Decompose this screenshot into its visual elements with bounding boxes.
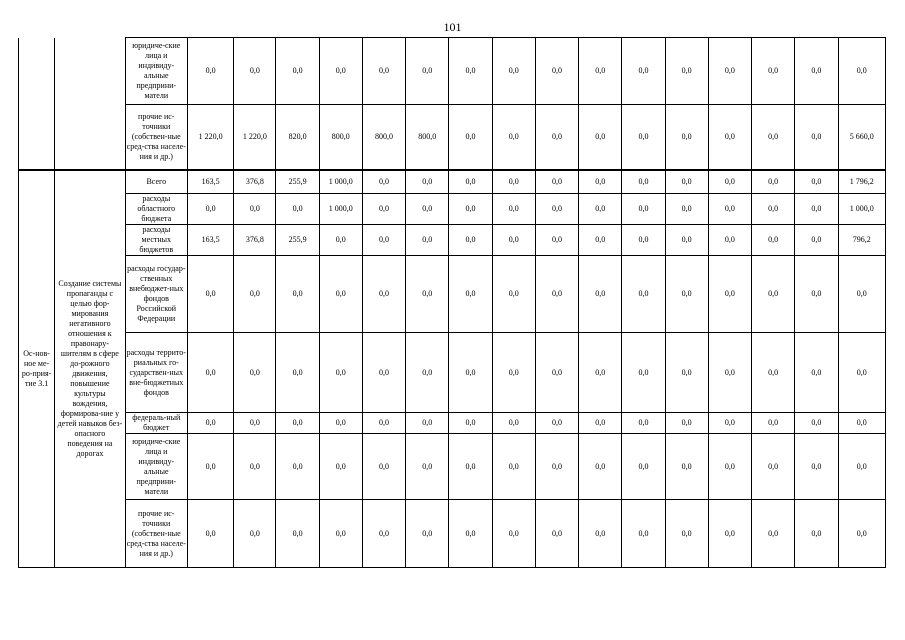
year-value-cell: 0,0 bbox=[449, 38, 492, 105]
year-value-cell: 0,0 bbox=[579, 434, 622, 500]
funding-source-cell: юридиче-ские лица и индивиду-альные предприни-матели bbox=[125, 38, 187, 105]
year-value-cell: 0,0 bbox=[406, 333, 449, 413]
year-value-cell: 0,0 bbox=[406, 256, 449, 333]
year-value-cell: 0,0 bbox=[579, 413, 622, 434]
year-value-cell: 0,0 bbox=[449, 500, 492, 568]
year-value-cell: 0,0 bbox=[579, 500, 622, 568]
funding-source-cell: прочие ис-точники (собствен-ные сред-ства населе-ния и др.) bbox=[125, 500, 187, 568]
year-value-cell: 0,0 bbox=[752, 170, 795, 194]
year-value-cell: 0,0 bbox=[708, 105, 751, 170]
event-code-cell bbox=[19, 38, 55, 170]
year-value-cell: 0,0 bbox=[449, 105, 492, 170]
year-value-cell: 0,0 bbox=[319, 413, 362, 434]
year-value-cell: 0,0 bbox=[665, 194, 708, 225]
year-value-cell: 0,0 bbox=[492, 434, 535, 500]
year-value-cell: 0,0 bbox=[622, 413, 665, 434]
year-value-cell: 0,0 bbox=[535, 333, 578, 413]
year-value-cell: 0,0 bbox=[795, 434, 838, 500]
year-value-cell: 800,0 bbox=[362, 105, 405, 170]
table-row bbox=[19, 225, 886, 256]
year-value-cell: 0,0 bbox=[449, 333, 492, 413]
year-value-cell: 0,0 bbox=[535, 256, 578, 333]
year-value-cell: 0,0 bbox=[406, 225, 449, 256]
budget-table bbox=[18, 37, 886, 568]
total-value-cell: 0,0 bbox=[838, 413, 886, 434]
table-row bbox=[19, 105, 886, 170]
year-value-cell: 0,0 bbox=[319, 434, 362, 500]
year-value-cell: 0,0 bbox=[708, 170, 751, 194]
year-value-cell: 0,0 bbox=[187, 413, 233, 434]
year-value-cell: 0,0 bbox=[276, 333, 319, 413]
year-value-cell: 0,0 bbox=[665, 256, 708, 333]
year-value-cell: 0,0 bbox=[535, 170, 578, 194]
table-row bbox=[19, 170, 886, 194]
year-value-cell: 0,0 bbox=[234, 333, 276, 413]
page-number: 101 bbox=[443, 20, 462, 34]
event-code-cell: Ос-нов-ное ме-ро-прия-тие 3.1 bbox=[19, 170, 55, 568]
year-value-cell: 0,0 bbox=[665, 413, 708, 434]
year-value-cell: 0,0 bbox=[708, 38, 751, 105]
year-value-cell: 1 000,0 bbox=[319, 170, 362, 194]
year-value-cell: 0,0 bbox=[362, 434, 405, 500]
total-value-cell: 0,0 bbox=[838, 500, 886, 568]
year-value-cell: 0,0 bbox=[187, 500, 233, 568]
year-value-cell: 0,0 bbox=[187, 38, 233, 105]
total-value-cell: 0,0 bbox=[838, 434, 886, 500]
year-value-cell: 0,0 bbox=[449, 434, 492, 500]
year-value-cell: 800,0 bbox=[319, 105, 362, 170]
year-value-cell: 0,0 bbox=[708, 434, 751, 500]
year-value-cell: 0,0 bbox=[449, 256, 492, 333]
year-value-cell: 0,0 bbox=[362, 413, 405, 434]
year-value-cell: 0,0 bbox=[795, 413, 838, 434]
event-name-cell bbox=[55, 38, 125, 170]
year-value-cell: 0,0 bbox=[752, 105, 795, 170]
year-value-cell: 0,0 bbox=[665, 105, 708, 170]
year-value-cell: 0,0 bbox=[622, 194, 665, 225]
year-value-cell: 0,0 bbox=[319, 225, 362, 256]
year-value-cell: 0,0 bbox=[492, 333, 535, 413]
year-value-cell: 0,0 bbox=[795, 170, 838, 194]
year-value-cell: 0,0 bbox=[795, 500, 838, 568]
year-value-cell: 0,0 bbox=[362, 38, 405, 105]
year-value-cell: 0,0 bbox=[187, 256, 233, 333]
year-value-cell: 0,0 bbox=[795, 194, 838, 225]
year-value-cell: 800,0 bbox=[406, 105, 449, 170]
year-value-cell: 0,0 bbox=[579, 194, 622, 225]
year-value-cell: 0,0 bbox=[665, 38, 708, 105]
year-value-cell: 0,0 bbox=[535, 413, 578, 434]
year-value-cell: 0,0 bbox=[492, 500, 535, 568]
year-value-cell: 0,0 bbox=[449, 194, 492, 225]
year-value-cell: 0,0 bbox=[795, 256, 838, 333]
year-value-cell: 1 000,0 bbox=[319, 194, 362, 225]
year-value-cell: 0,0 bbox=[406, 413, 449, 434]
year-value-cell: 0,0 bbox=[276, 256, 319, 333]
year-value-cell: 0,0 bbox=[665, 170, 708, 194]
table-row bbox=[19, 38, 886, 105]
year-value-cell: 0,0 bbox=[362, 194, 405, 225]
year-value-cell: 0,0 bbox=[234, 194, 276, 225]
year-value-cell: 255,9 bbox=[276, 170, 319, 194]
year-value-cell: 0,0 bbox=[319, 500, 362, 568]
year-value-cell: 0,0 bbox=[492, 38, 535, 105]
year-value-cell: 0,0 bbox=[535, 194, 578, 225]
year-value-cell: 0,0 bbox=[752, 194, 795, 225]
year-value-cell: 0,0 bbox=[492, 170, 535, 194]
total-value-cell: 0,0 bbox=[838, 333, 886, 413]
funding-source-cell: расходы областного бюджета bbox=[125, 194, 187, 225]
year-value-cell: 0,0 bbox=[795, 333, 838, 413]
year-value-cell: 0,0 bbox=[752, 500, 795, 568]
year-value-cell: 255,9 bbox=[276, 225, 319, 256]
year-value-cell: 0,0 bbox=[362, 333, 405, 413]
year-value-cell: 0,0 bbox=[535, 105, 578, 170]
year-value-cell: 0,0 bbox=[622, 333, 665, 413]
year-value-cell: 0,0 bbox=[492, 225, 535, 256]
table-row bbox=[19, 500, 886, 568]
year-value-cell: 0,0 bbox=[187, 434, 233, 500]
year-value-cell: 0,0 bbox=[708, 194, 751, 225]
year-value-cell: 0,0 bbox=[535, 500, 578, 568]
table-row bbox=[19, 434, 886, 500]
year-value-cell: 0,0 bbox=[406, 434, 449, 500]
funding-source-cell: расходы государ-ственных внебюджет-ных фондов Российской Федерации bbox=[125, 256, 187, 333]
year-value-cell: 0,0 bbox=[622, 256, 665, 333]
year-value-cell: 0,0 bbox=[362, 170, 405, 194]
table-row bbox=[19, 333, 886, 413]
year-value-cell: 0,0 bbox=[406, 170, 449, 194]
year-value-cell: 0,0 bbox=[708, 225, 751, 256]
year-value-cell: 0,0 bbox=[752, 413, 795, 434]
year-value-cell: 163,5 bbox=[187, 170, 233, 194]
year-value-cell: 0,0 bbox=[319, 256, 362, 333]
year-value-cell: 0,0 bbox=[752, 38, 795, 105]
year-value-cell: 0,0 bbox=[319, 333, 362, 413]
year-value-cell: 0,0 bbox=[362, 500, 405, 568]
year-value-cell: 0,0 bbox=[449, 170, 492, 194]
year-value-cell: 1 220,0 bbox=[234, 105, 276, 170]
table-row bbox=[19, 256, 886, 333]
year-value-cell: 0,0 bbox=[276, 500, 319, 568]
total-value-cell: 0,0 bbox=[838, 256, 886, 333]
year-value-cell: 0,0 bbox=[492, 413, 535, 434]
year-value-cell: 0,0 bbox=[406, 38, 449, 105]
year-value-cell: 0,0 bbox=[665, 225, 708, 256]
year-value-cell: 0,0 bbox=[406, 194, 449, 225]
year-value-cell: 0,0 bbox=[276, 194, 319, 225]
year-value-cell: 0,0 bbox=[362, 225, 405, 256]
year-value-cell: 0,0 bbox=[579, 225, 622, 256]
year-value-cell: 0,0 bbox=[579, 105, 622, 170]
year-value-cell: 0,0 bbox=[752, 256, 795, 333]
funding-source-cell: расходы местных бюджетов bbox=[125, 225, 187, 256]
year-value-cell: 0,0 bbox=[535, 38, 578, 105]
year-value-cell: 0,0 bbox=[665, 333, 708, 413]
year-value-cell: 0,0 bbox=[449, 225, 492, 256]
table-row bbox=[19, 194, 886, 225]
year-value-cell: 0,0 bbox=[622, 225, 665, 256]
year-value-cell: 0,0 bbox=[234, 256, 276, 333]
year-value-cell: 0,0 bbox=[406, 500, 449, 568]
year-value-cell: 0,0 bbox=[752, 225, 795, 256]
total-value-cell: 5 660,0 bbox=[838, 105, 886, 170]
year-value-cell: 0,0 bbox=[234, 434, 276, 500]
year-value-cell: 0,0 bbox=[752, 333, 795, 413]
total-value-cell: 796,2 bbox=[838, 225, 886, 256]
total-value-cell: 1 796,2 bbox=[838, 170, 886, 194]
year-value-cell: 820,0 bbox=[276, 105, 319, 170]
year-value-cell: 0,0 bbox=[708, 256, 751, 333]
year-value-cell: 0,0 bbox=[492, 194, 535, 225]
year-value-cell: 0,0 bbox=[708, 413, 751, 434]
year-value-cell: 0,0 bbox=[622, 105, 665, 170]
year-value-cell: 0,0 bbox=[362, 256, 405, 333]
funding-source-cell: юридиче-ские лица и индивиду-альные предприни-матели bbox=[125, 434, 187, 500]
year-value-cell: 0,0 bbox=[795, 38, 838, 105]
year-value-cell: 0,0 bbox=[492, 105, 535, 170]
year-value-cell: 0,0 bbox=[579, 38, 622, 105]
funding-source-cell: прочие ис-точники (собствен-ные сред-ства населе-ния и др.) bbox=[125, 105, 187, 170]
year-value-cell: 0,0 bbox=[492, 256, 535, 333]
event-name-cell: Создание системы пропаганды с целью фор-мирования негативного отношения к правонару-шителям в сфере до-рожного движения, повышение культуры вождения, формирова-ние у детей навыков без-опасного поведения на дорогах bbox=[55, 170, 125, 568]
year-value-cell: 0,0 bbox=[708, 333, 751, 413]
year-value-cell: 0,0 bbox=[795, 225, 838, 256]
year-value-cell: 0,0 bbox=[535, 434, 578, 500]
year-value-cell: 0,0 bbox=[708, 500, 751, 568]
year-value-cell: 376,8 bbox=[234, 170, 276, 194]
table-row bbox=[19, 413, 886, 434]
year-value-cell: 0,0 bbox=[319, 38, 362, 105]
year-value-cell: 0,0 bbox=[622, 434, 665, 500]
year-value-cell: 0,0 bbox=[234, 38, 276, 105]
year-value-cell: 0,0 bbox=[276, 38, 319, 105]
year-value-cell: 0,0 bbox=[276, 434, 319, 500]
year-value-cell: 0,0 bbox=[579, 170, 622, 194]
year-value-cell: 0,0 bbox=[449, 413, 492, 434]
year-value-cell: 0,0 bbox=[187, 333, 233, 413]
year-value-cell: 163,5 bbox=[187, 225, 233, 256]
funding-source-cell: Всего bbox=[125, 170, 187, 194]
year-value-cell: 0,0 bbox=[535, 225, 578, 256]
year-value-cell: 0,0 bbox=[276, 413, 319, 434]
total-value-cell: 0,0 bbox=[838, 38, 886, 105]
year-value-cell: 376,8 bbox=[234, 225, 276, 256]
year-value-cell: 0,0 bbox=[622, 38, 665, 105]
funding-source-cell: федераль-ный бюджет bbox=[125, 413, 187, 434]
year-value-cell: 0,0 bbox=[665, 500, 708, 568]
year-value-cell: 0,0 bbox=[187, 194, 233, 225]
year-value-cell: 0,0 bbox=[752, 434, 795, 500]
total-value-cell: 1 000,0 bbox=[838, 194, 886, 225]
year-value-cell: 0,0 bbox=[234, 500, 276, 568]
year-value-cell: 0,0 bbox=[622, 500, 665, 568]
year-value-cell: 0,0 bbox=[665, 434, 708, 500]
year-value-cell: 0,0 bbox=[579, 256, 622, 333]
year-value-cell: 0,0 bbox=[795, 105, 838, 170]
year-value-cell: 0,0 bbox=[622, 170, 665, 194]
year-value-cell: 1 220,0 bbox=[187, 105, 233, 170]
funding-source-cell: расходы террито-риальных го-сударствен-ных вне-бюджетных фондов bbox=[125, 333, 187, 413]
year-value-cell: 0,0 bbox=[234, 413, 276, 434]
year-value-cell: 0,0 bbox=[579, 333, 622, 413]
